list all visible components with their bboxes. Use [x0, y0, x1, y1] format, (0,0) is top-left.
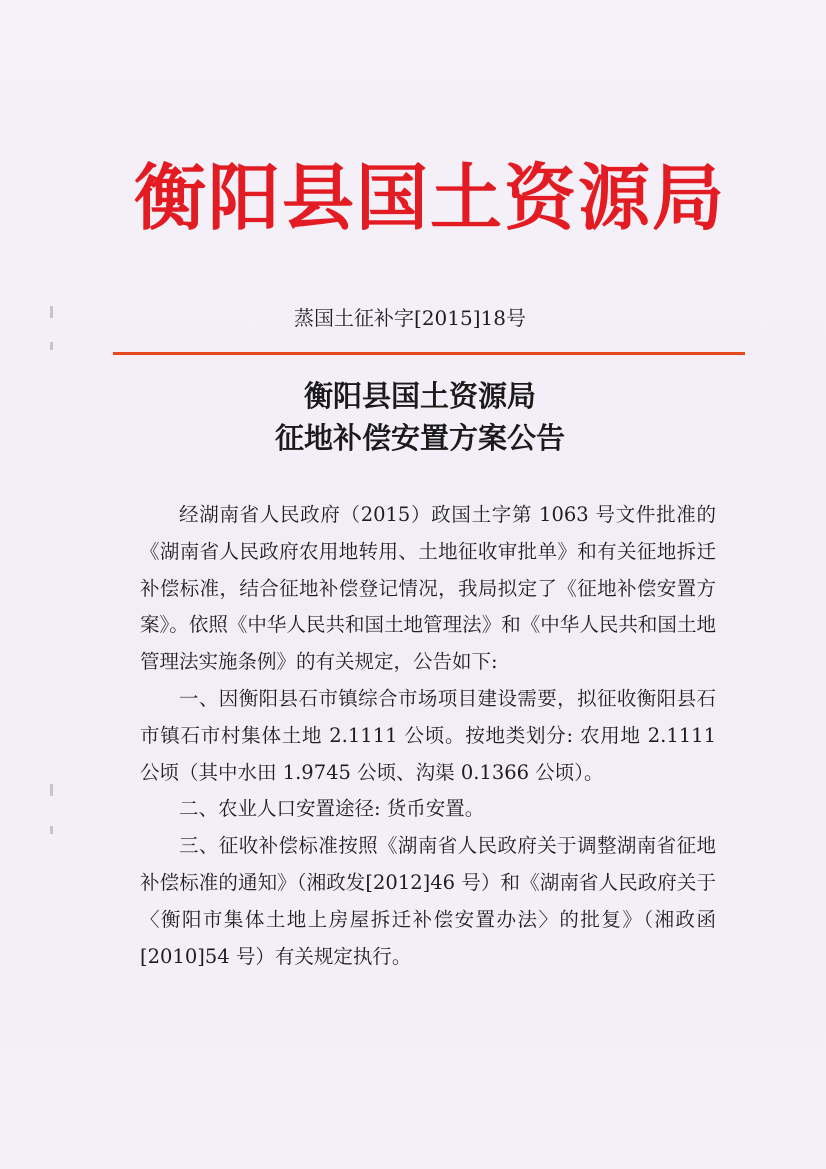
document-number: 蒸国土征补字[2015]18号 [294, 306, 526, 330]
body-paragraph-2: 二、农业人口安置途径: 货币安置。 [179, 797, 485, 821]
body-paragraph-intro: 经湖南省人民政府（2015）政国土字第 1063 号文件批准的《湖南省人民政府农用地转用、土地征收审批单》和有关征地拆迁补偿标准，结合征地补偿登记情况，我局拟定了《征地补偿安置方案》。依照《中华人民共和国土地管理法》和《中华人民共和国土地管理法实施条例》的有关规定，公告如下: [140, 503, 716, 674]
binding-hole-mark [50, 306, 53, 318]
body-paragraph-1: 一、因衡阳县石市镇综合市场项目建设需要，拟征收衡阳县石市镇石市村集体土地 2.1111 公顷。按地类划分: 农用地 2.1111 公顷（其中水田 1.9745 公顷、沟渠 0.1366 公顷）。 [140, 686, 716, 784]
binding-hole-mark [50, 342, 53, 350]
body-paragraph-3: 三、征收补偿标准按照《湖南省人民政府关于调整湖南省征地补偿标准的通知》（湘政发[2012]46 号）和《湖南省人民政府关于〈衡阳市集体土地上房屋拆迁补偿安置办法〉的批复》（湘政函[2010]54 号）有关规定执行。 [140, 834, 716, 968]
red-divider-line [113, 352, 745, 355]
document-title-line-2: 征地补偿安置方案公告 [274, 421, 565, 455]
document-title-line-1: 衡阳县国土资源局 [303, 379, 536, 413]
binding-hole-mark [50, 826, 53, 834]
document-body [140, 497, 716, 975]
letterhead-org-name: 衡阳县国土资源局 [133, 155, 726, 240]
binding-hole-mark [50, 784, 53, 796]
